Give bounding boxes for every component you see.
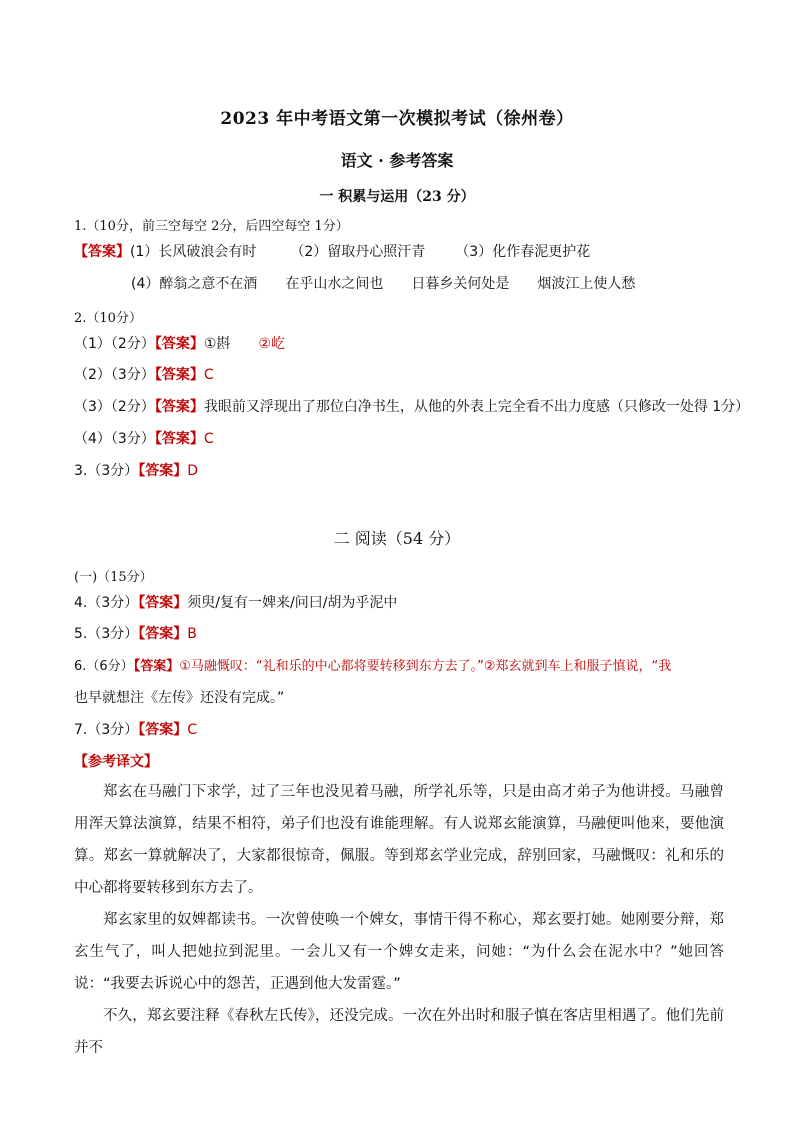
q2-sub4 <box>74 428 214 448</box>
answer-tag: 【答案】 <box>138 626 188 642</box>
q2-sub2-label: （2）（3分） <box>74 367 155 383</box>
q2-sub2 <box>74 364 214 384</box>
q1-answer-7: 烟波江上使人愁 <box>537 276 636 292</box>
q4-line <box>74 592 397 612</box>
q1-answer-1: (1）长风破浪会有时 <box>130 244 257 260</box>
q2-sub3-answer: 我眼前又浮现出了那位白净书生，从他的外表上完全看不出力度感（只修改一处得 1分） <box>203 399 750 415</box>
q1-answer-5: 在乎山水之间也 <box>285 276 384 292</box>
q2-sub1-answer-a: ①斟 <box>203 336 231 352</box>
q2-sub3 <box>74 396 749 416</box>
q1-answer-4: (4）醉翁之意不在酒 <box>131 276 258 292</box>
answer-tag: 【答案】 <box>138 595 188 611</box>
q3-answer: D <box>187 463 199 479</box>
q1-answer-row-1 <box>74 241 590 261</box>
q2-sub4-label: （4）（3分） <box>74 431 155 447</box>
q3-label: 3.（3分） <box>74 463 139 479</box>
q6-label: 6.（6分） <box>74 659 134 674</box>
q2-sub1-label: （1）（2分） <box>74 336 155 352</box>
q7-answer: C <box>187 722 198 738</box>
q1-answer-3: （3）化作春泥更护花 <box>455 244 591 260</box>
translation-paragraph-3: 不久，郑玄要注释《春秋左氏传》，还没完成。一次在外出时和服子慎在客店里相遇了。他们先前并不 <box>74 1008 724 1056</box>
q6-line <box>74 655 671 674</box>
answer-tag: 【答案】 <box>154 336 204 352</box>
answer-tag: 【答案】 <box>138 463 188 479</box>
q1-answer-6: 日暮乡关何处是 <box>411 276 510 292</box>
answer-tag: 【答案】 <box>154 399 204 415</box>
part-one-heading: (一)（15分） <box>74 570 153 585</box>
translation-heading: 【参考译文】 <box>74 754 158 770</box>
q1-answer-2: （2）留取丹心照汗青 <box>290 244 426 260</box>
q5-label: 5.（3分） <box>74 626 139 642</box>
q3-line <box>74 460 198 480</box>
q2-sub3-label: （3）（2分） <box>74 399 155 415</box>
q4-label: 4.（3分） <box>74 595 139 611</box>
q7-label: 7.（3分） <box>74 722 139 738</box>
q1-answer-row-2 <box>131 273 635 293</box>
q2-heading: 2.（10分） <box>74 311 142 326</box>
answer-tag: 【答案】 <box>133 659 180 674</box>
q2-sub1 <box>74 333 285 353</box>
q1-heading: 1.（10分，前三空每空 2分，后四空每空 1分） <box>74 219 349 234</box>
q6-answer-continued: 也早就想注《左传》还没有完成。” <box>74 690 285 706</box>
answer-tag: 【答案】 <box>154 367 204 383</box>
q2-sub1-answer-b: ②屹 <box>258 336 285 352</box>
q7-line <box>74 719 197 739</box>
section-heading-accumulation: 一 积累与运用（23 分） <box>319 189 475 205</box>
translation-paragraph-2: 郑玄家里的奴婢都读书。一次曾使唤一个婢女，事情干得不称心，郑玄要打她。她刚要分辩，郑玄生气了，叫人把她拉到泥里。一会儿又有一个婢女走来，问她：“为什么会在泥水中？”她回答说：“我要去诉说心中的怨苦，正遇到他大发雷霆。” <box>74 912 724 992</box>
section-heading-reading: 二 阅读（54 分） <box>333 529 461 548</box>
page-title: 2023 年中考语文第一次模拟考试（徐州卷） <box>220 109 574 129</box>
q2-sub2-answer: C <box>203 367 214 383</box>
answer-tag: 【答案】 <box>74 244 130 260</box>
answer-tag: 【答案】 <box>138 722 188 738</box>
q6-answer: ①马融慨叹：“礼和乐的中心都将要转移到东方去了。”②郑玄就到车上和服子慎说，“我 <box>179 659 672 674</box>
q5-answer: B <box>187 626 197 642</box>
page-subtitle: 语文 · 参考答案 <box>340 151 454 170</box>
q5-line <box>74 623 197 643</box>
q2-sub4-answer: C <box>203 431 214 447</box>
q4-answer: 须臾/复有一婢来/问曰/胡为乎泥中 <box>187 595 398 611</box>
answer-tag: 【答案】 <box>154 431 204 447</box>
translation-paragraph-1: 郑玄在马融门下求学，过了三年也没见着马融，所学礼乐等，只是由高才弟子为他讲授。马融曾用浑天算法演算，结果不相符，弟子们也没有谁能理解。有人说郑玄能演算，马融便叫他来，要他演算。郑玄一算就解决了，大家都很惊奇，佩服。等到郑玄学业完成，辞别回家，马融慨叹：礼和乐的中心都将要转移到东方去了。 <box>74 784 724 896</box>
